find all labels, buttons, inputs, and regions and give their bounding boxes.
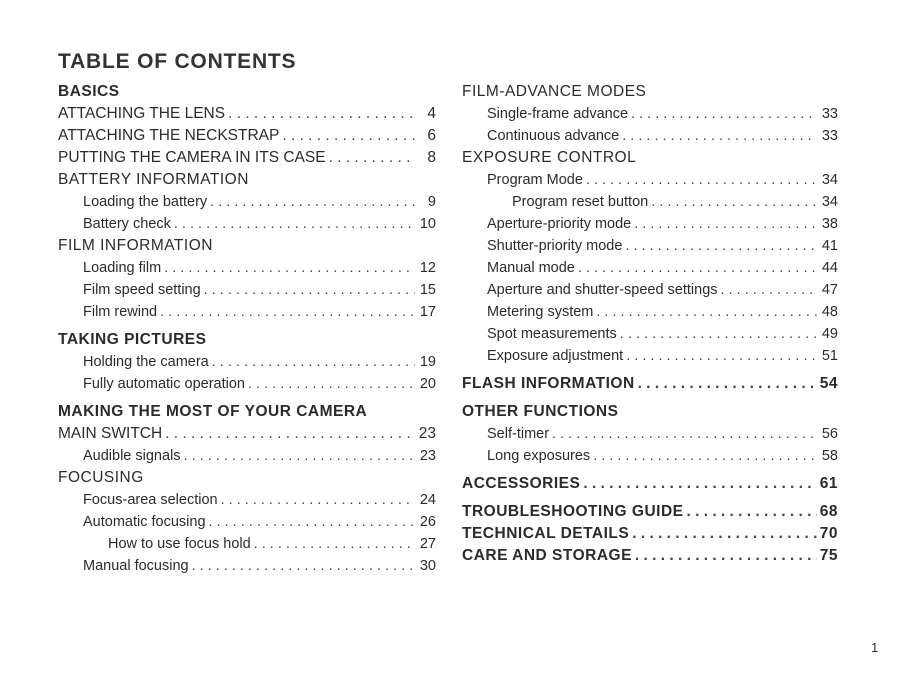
dot-leader	[221, 489, 415, 511]
toc-entry-shutter-priority[interactable]	[462, 235, 838, 257]
page-title: TABLE OF CONTENTS	[58, 50, 297, 73]
toc-entry-label: Automatic focusing	[83, 514, 206, 530]
dot-leader	[626, 345, 817, 367]
toc-entry-film-rewind[interactable]	[58, 301, 436, 323]
toc-entry-label: Continuous advance	[487, 128, 620, 144]
toc-entry-label: Audible signals	[83, 448, 181, 464]
toc-entry-label: FLASH INFORMATION	[462, 375, 635, 392]
toc-entry-technical-details[interactable]	[462, 523, 838, 545]
page-number: 1	[871, 640, 879, 655]
dot-leader	[625, 235, 817, 257]
toc-entry-label: Manual mode	[487, 260, 575, 276]
toc-page-number: 24	[419, 492, 436, 508]
toc-entry-label: Program reset button	[512, 194, 649, 210]
toc-page-number: 56	[821, 426, 838, 442]
toc-entry-label: Fully automatic operation	[83, 376, 245, 392]
dot-leader	[622, 125, 817, 147]
dot-leader	[204, 279, 415, 301]
toc-page-number: 17	[419, 304, 436, 320]
toc-entry-spot-measurements[interactable]	[462, 323, 838, 345]
toc-entry-label: CARE AND STORAGE	[462, 547, 632, 564]
dot-leader	[174, 213, 415, 235]
toc-entry-manual-mode[interactable]	[462, 257, 838, 279]
toc-entry-attaching-lens[interactable]	[58, 103, 436, 125]
toc-entry-battery-check[interactable]	[58, 213, 436, 235]
toc-entry-label: Manual focusing	[83, 558, 189, 574]
toc-page-number: 30	[419, 558, 436, 574]
toc-entry-label: Holding the camera	[83, 354, 209, 370]
toc-entry-aperture-shutter-settings[interactable]	[462, 279, 838, 301]
toc-entry-label: TROUBLESHOOTING GUIDE	[462, 503, 684, 520]
toc-entry-manual-focusing[interactable]	[58, 555, 436, 577]
toc-right-column	[462, 81, 838, 567]
toc-entry-accessories[interactable]	[462, 473, 838, 495]
section-heading-battery: BATTERY INFORMATION	[58, 171, 249, 188]
toc-page-number: 49	[821, 326, 838, 342]
dot-leader	[634, 213, 817, 235]
toc-entry-flash-information[interactable]	[462, 373, 838, 395]
dot-leader	[228, 103, 415, 125]
toc-entry-label: Film speed setting	[83, 282, 201, 298]
toc-entry-loading-film[interactable]	[58, 257, 436, 279]
section-heading-taking-pictures: TAKING PICTURES	[58, 331, 207, 348]
dot-leader	[620, 323, 817, 345]
toc-left-column	[58, 81, 436, 577]
dot-leader	[583, 473, 816, 495]
toc-page-number: 8	[427, 149, 436, 166]
toc-entry-label: Loading film	[83, 260, 162, 276]
toc-entry-holding-camera[interactable]	[58, 351, 436, 373]
toc-page-number: 26	[419, 514, 436, 530]
toc-entry-label: Spot measurements	[487, 326, 617, 342]
toc-entry-self-timer[interactable]	[462, 423, 838, 445]
section-heading-focusing: FOCUSING	[58, 469, 144, 486]
toc-entry-fully-automatic[interactable]	[58, 373, 436, 395]
toc-entry-label: Aperture-priority mode	[487, 216, 632, 232]
toc-entry-label: Loading the battery	[83, 194, 208, 210]
toc-entry-label: Long exposures	[487, 448, 591, 464]
toc-entry-label: Aperture and shutter-speed settings	[487, 282, 718, 298]
dot-leader	[632, 523, 817, 545]
dot-leader	[593, 445, 817, 467]
dot-leader	[248, 373, 415, 395]
toc-page-number: 19	[419, 354, 436, 370]
toc-entry-label: Program Mode	[487, 172, 583, 188]
section-heading-exposure: EXPOSURE CONTROL	[462, 149, 637, 166]
toc-page-number: 68	[819, 503, 838, 520]
toc-page-number: 34	[821, 172, 838, 188]
toc-entry-label: Self-timer	[487, 426, 550, 442]
toc-entry-care-storage[interactable]	[462, 545, 838, 567]
dot-leader	[212, 351, 415, 373]
dot-leader	[165, 423, 415, 445]
toc-page-number: 41	[821, 238, 838, 254]
dot-leader	[631, 103, 817, 125]
toc-entry-focus-hold[interactable]	[58, 533, 436, 555]
dot-leader	[596, 301, 817, 323]
toc-entry-label: ATTACHING THE LENS	[58, 105, 226, 122]
section-heading-film-advance: FILM-ADVANCE MODES	[462, 83, 647, 100]
toc-page-number: 51	[821, 348, 838, 364]
toc-entry-label: Single-frame advance	[487, 106, 629, 122]
toc-entry-label: Battery check	[83, 216, 171, 232]
dot-leader	[184, 445, 415, 467]
toc-entry-aperture-priority[interactable]	[462, 213, 838, 235]
toc-page-number: 58	[821, 448, 838, 464]
dot-leader	[578, 257, 817, 279]
dot-leader	[635, 545, 817, 567]
section-heading-basics: BASICS	[58, 83, 120, 100]
toc-page-number: 27	[419, 536, 436, 552]
toc-entry-focus-area[interactable]	[58, 489, 436, 511]
toc-page-number: 70	[819, 525, 838, 542]
dot-leader	[160, 301, 415, 323]
toc-page-number: 23	[419, 448, 436, 464]
toc-entry-label: ATTACHING THE NECKSTRAP	[58, 127, 280, 144]
toc-entry-attaching-neckstrap[interactable]	[58, 125, 436, 147]
toc-entry-label: Focus-area selection	[83, 492, 218, 508]
toc-page-number: 38	[821, 216, 838, 232]
toc-entry-metering-system[interactable]	[462, 301, 838, 323]
dot-leader	[209, 511, 415, 533]
toc-entry-label: Shutter-priority mode	[487, 238, 623, 254]
toc-page-number: 6	[427, 127, 436, 144]
toc-page-number: 10	[419, 216, 436, 232]
dot-leader	[282, 125, 415, 147]
toc-entry-film-speed[interactable]	[58, 279, 436, 301]
toc-page-number: 48	[821, 304, 838, 320]
toc-page-number: 44	[821, 260, 838, 276]
toc-page-number: 34	[821, 194, 838, 210]
toc-page-number: 33	[821, 128, 838, 144]
dot-leader	[552, 423, 817, 445]
toc-entry-label: TECHNICAL DETAILS	[462, 525, 630, 542]
toc-entry-audible-signals[interactable]	[58, 445, 436, 467]
toc-entry-exposure-adjustment[interactable]	[462, 345, 838, 367]
toc-entry-label: Metering system	[487, 304, 594, 320]
toc-entry-label: PUTTING THE CAMERA IN ITS CASE	[58, 149, 326, 166]
toc-page-number: 33	[821, 106, 838, 122]
toc-entry-continuous-advance[interactable]	[462, 125, 838, 147]
toc-entry-label: ACCESSORIES	[462, 475, 581, 492]
section-heading-other-functions: OTHER FUNCTIONS	[462, 403, 619, 420]
dot-leader	[210, 191, 415, 213]
dot-leader	[586, 169, 817, 191]
toc-page-number: 20	[419, 376, 436, 392]
toc-page-number: 15	[419, 282, 436, 298]
toc-page-number: 47	[821, 282, 838, 298]
dot-leader	[329, 147, 415, 169]
dot-leader	[164, 257, 415, 279]
dot-leader	[254, 533, 415, 555]
toc-entry-program-reset[interactable]	[462, 191, 838, 213]
toc-entry-troubleshooting[interactable]	[462, 501, 838, 523]
toc-entry-single-frame[interactable]	[462, 103, 838, 125]
dot-leader	[651, 191, 817, 213]
dot-leader	[192, 555, 415, 577]
toc-entry-label: Exposure adjustment	[487, 348, 624, 364]
toc-entry-label: How to use focus hold	[108, 536, 251, 552]
dot-leader	[638, 373, 817, 395]
toc-page-number: 75	[819, 547, 838, 564]
toc-entry-main-switch[interactable]	[58, 423, 436, 445]
toc-page-number: 61	[819, 475, 838, 492]
section-heading-film: FILM INFORMATION	[58, 237, 213, 254]
toc-entry-camera-case[interactable]	[58, 147, 436, 169]
section-heading-making-the-most: MAKING THE MOST OF YOUR CAMERA	[58, 403, 368, 420]
toc-page-number: 23	[418, 425, 436, 442]
toc-entry-program-mode[interactable]	[462, 169, 838, 191]
toc-page-number: 54	[819, 375, 838, 392]
toc-entry-label: MAIN SWITCH	[58, 425, 163, 442]
toc-page-number: 12	[419, 260, 436, 276]
toc-entry-long-exposures[interactable]	[462, 445, 838, 467]
toc-page-number: 4	[427, 105, 436, 122]
toc-entry-automatic-focusing[interactable]	[58, 511, 436, 533]
dot-leader	[721, 279, 817, 301]
toc-page-number: 9	[427, 194, 436, 210]
toc-entry-label: Film rewind	[83, 304, 158, 320]
toc-entry-loading-battery[interactable]	[58, 191, 436, 213]
dot-leader	[686, 501, 816, 523]
